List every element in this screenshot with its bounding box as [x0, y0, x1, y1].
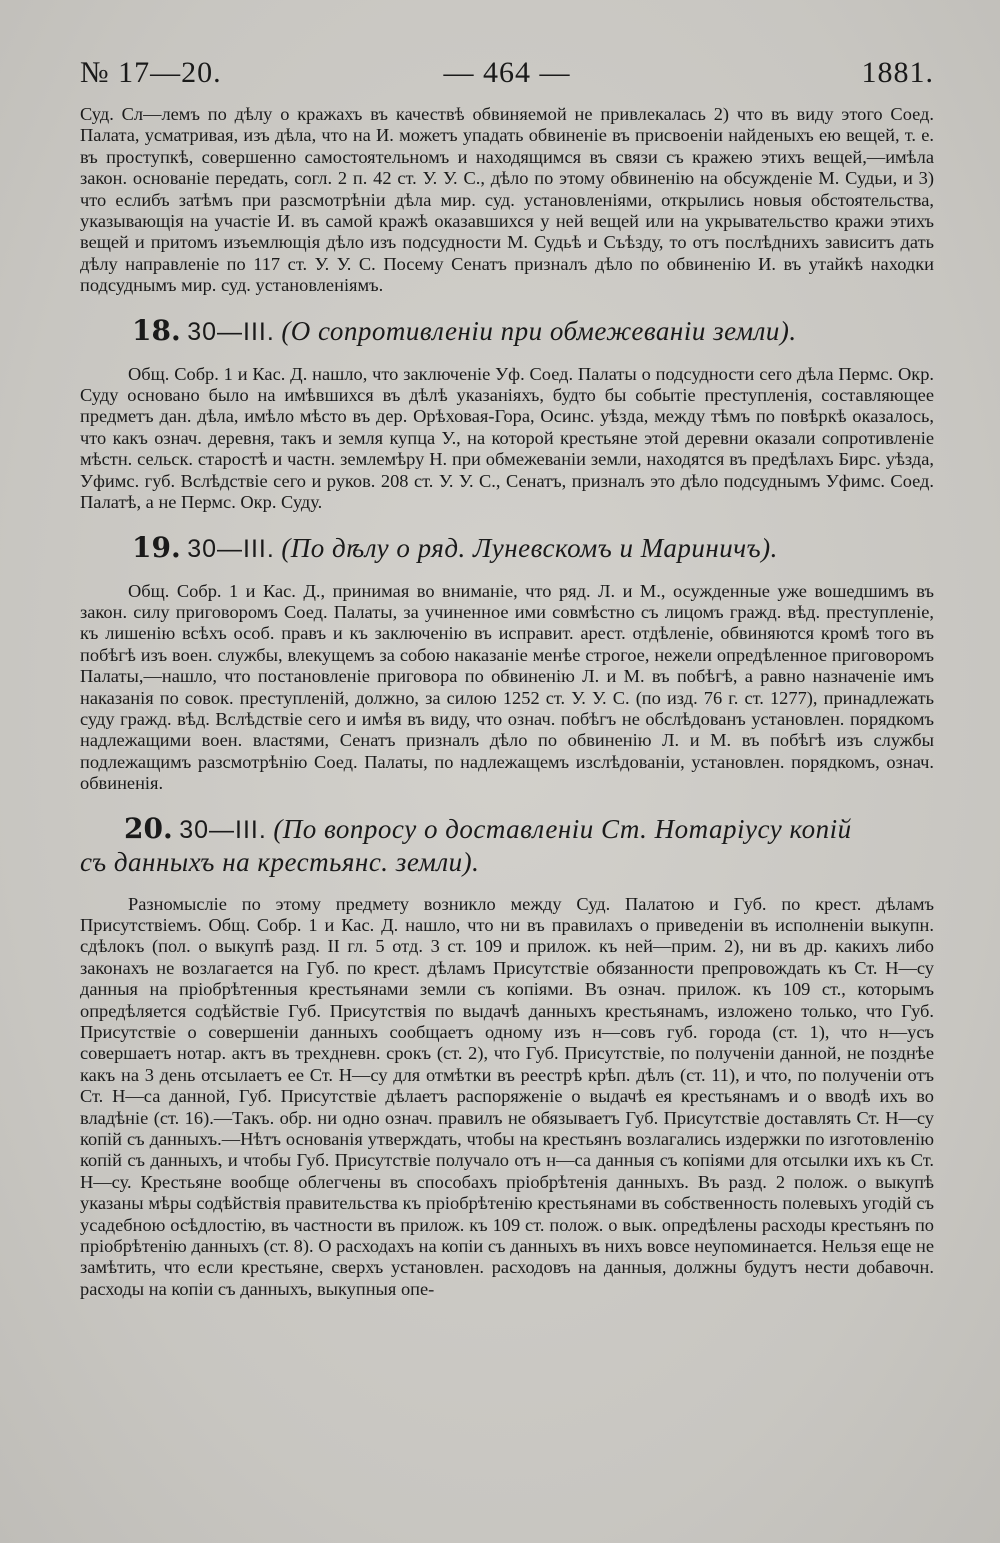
section-18: [80, 315, 934, 514]
section-title: (По вопросу о доставленіи Ст. Нотаріусу копій: [273, 813, 852, 844]
section-body: Общ. Собр. 1 и Кас. Д., принимая во вниманіе, что ряд. Л. и М., осужденные уже вошедшимъ въ закон. силу приговоромъ Соед. Палаты, за учиненное ими совмѣстно съ лицомъ гражд. вѣд. преступленіе, къ лишенію всѣхъ особ. правъ и къ заключенію въ исправит. арест. отдѣленіе, обвиняются кромѣ того въ побѣгѣ изъ воен. службы, влекущемъ за собою наказаніе менѣе строгое, нежели опредѣленное приговоромъ Палаты,—нашло, что постановленіе приговора по обвиненію Л. и М. въ побѣгѣ, а равно назначеніе имъ наказанія по совок. преступленій, должно, за силою 1252 ст. У. У. С. (по изд. 76 г. ст. 1277), принадлежать суду гражд. вѣд. Вслѣдствіе сего и имѣя въ виду, что означ. побѣгъ не обслѣдованъ установлен. порядкомъ надлежащими воен. властями, Сенатъ призналъ дѣло по обвиненію Л. и М. въ побѣгѣ изъ службы подлежащимъ разсмотрѣнію Соед. Палаты, по надлежащемъ изслѣдованіи, установлен. порядкомъ, означ. обвиненія.: [80, 580, 934, 794]
continued-paragraph: Суд. Сл—лемъ по дѣлу о кражахъ въ качествѣ обвиняемой не привлекалась 2) что въ виду этого Соед. Палата, усматривая, изъ дѣла, что на И. можетъ упадать обвиненіе въ присвоеніи найденыхъ ею вещей, т. е. въ проступкѣ, совершенно самостоятельномъ и находящимся въ связи съ кражею этихъ вещей,—имѣла закон. основаніе передать, согл. 2 п. 42 ст. У. У. С., дѣло по этому обвиненію на обсужденіе М. Судьи, и 3) что еслибъ затѣмъ при разсмотрѣніи дѣла мир. суд. установленіями, открылись новыя обстоятельства, указывающія на участіе И. въ самой кражѣ оказавшихся у ней вещей или на укрывательство кражи этихъ вещей и притомъ изъемлющія дѣло изъ подсудности М. Судьѣ и Съѣзду, то отъ послѣднихъ зависитъ дать дѣлу направленіе по 117 ст. У. У. С. Посему Сенатъ призналъ дѣло по обвиненію И. въ утайкѣ находки подсуднымъ мир. суд. установленіямъ.: [80, 104, 934, 296]
section-number: 18.: [132, 313, 181, 347]
section-date: 30—III.: [179, 815, 267, 844]
section-date: 30—III.: [187, 317, 275, 346]
section-heading: [80, 532, 934, 565]
running-header: [80, 56, 934, 104]
year: 1881.: [861, 56, 934, 89]
section-heading: [80, 813, 934, 878]
section-body: Общ. Собр. 1 и Кас. Д. нашло, что заключеніе Уф. Соед. Палаты о подсудности сего дѣла Пермс. Окр. Суду основано было на имѣвшихся въ дѣлѣ указаніяхъ, будто бы событіе преступленія, составляющее предметъ дан. дѣла, имѣло мѣсто въ дер. Орѣховая-Гора, Осинс. уѣзда, между тѣмъ по повѣркѣ оказалось, что какъ означ. деревня, такъ и земля купца У., на которой крестьяне этой деревни оказали сопротивленіе мѣстн. сельск. старостѣ и частн. землемѣру Н. при обмежеваніи земли, находятся въ предѣлахъ Бирс. уѣзда, Уфимс. губ. Вслѣдствіе сего и руков. 208 ст. У. У. С., Сенатъ, призналъ это дѣло подсуднымъ Уфимс. Соед. Палатѣ, а не Пермс. Окр. Суду.: [80, 363, 934, 513]
section-title-continued: съ данныхъ на крестьянс. земли).: [80, 846, 480, 877]
section-number: 20.: [124, 811, 173, 845]
section-20: [80, 813, 934, 1301]
page-number: — 464 —: [443, 56, 571, 89]
section-date: 30—III.: [187, 534, 275, 563]
section-title: (О сопротивленіи при обмежеваніи земли).: [281, 315, 797, 346]
section-19: [80, 532, 934, 795]
entry-number-range: № 17—20.: [80, 56, 222, 89]
section-title: (По дѣлу о ряд. Луневскомъ и Мариничъ).: [281, 532, 778, 563]
section-body: Разномысліе по этому предмету возникло между Суд. Палатою и Губ. по крест. дѣламъ Присутствіемъ. Общ. Собр. 1 и Кас. Д. нашло, что ни въ правилахъ о приведеніи въ исполненіи выкупн. сдѣлокъ (пол. о выкупѣ разд. II гл. 5 отд. 3 ст. 109 и прилож. къ ней—прим. 2), ни въ др. какихъ либо законахъ не возлагается на Губ. по крест. дѣламъ Присутствіе обязанности препровождать къ Ст. Н—су данныя на пріобрѣтенныя крестьянами земли съ копіями. Въ означ. прилож. къ 109 ст., которымъ опредѣляется содѣйствіе Губ. Присутствія по выдачѣ данныхъ крестьянамъ, изложено только, что Губ. Присутствіе о совершеніи данныхъ сообщаетъ одному изъ н—совъ губ. города (ст. 1), что н—усъ совершаетъ нотар. актъ въ трехдневн. срокъ (ст. 2), что Губ. Присутствіе, по полученіи данной, не позднѣе какъ на 3 день отсылаетъ ее Ст. Н—су для отмѣтки въ реестрѣ крѣп. дѣлъ (ст. 11), и что, по полученіи отъ Ст. Н—са данной, Губ. Присутствіе дѣлаетъ распоряженіе о выдачѣ ея крестьянамъ и о вводѣ ихъ во владѣніе (ст. 16).—Такъ. обр. ни одно означ. правилъ не обязываетъ Губ. Присутствіе доставлять Ст. Н—су копій съ данныхъ.—Нѣтъ основанія утверждать, чтобы на крестьянъ возлагались издержки по изготовленію копій съ данныхъ, и чтобы Губ. Присутствіе получало отъ н—са данныя съ копіями для отсылки ихъ къ Ст. Н—су. Крестьяне вообще облегчены въ способахъ пріобрѣтенія данныхъ. Въ разд. 2 полож. о выкупѣ указаны мѣры содѣйствія правительства къ пріобрѣтенію крестьянами въ собственность полевыхъ угодій съ усадебною осѣдлостію, въ частности въ прилож. къ 109 ст. полож. о вык. опредѣлены расходы крестьянъ по пріобрѣтенію данныхъ (ст. 8). О расходахъ на копіи съ данныхъ въ нихъ вовсе неупоминается. Нельзя еще не замѣтить, что если крестьяне, сверхъ установлен. расходовъ на данныя, должны будутъ нести добавочн. расходы на копіи съ данныхъ, выкупныя опе-: [80, 893, 934, 1299]
section-heading: [80, 315, 934, 348]
section-number: 19.: [132, 530, 181, 564]
